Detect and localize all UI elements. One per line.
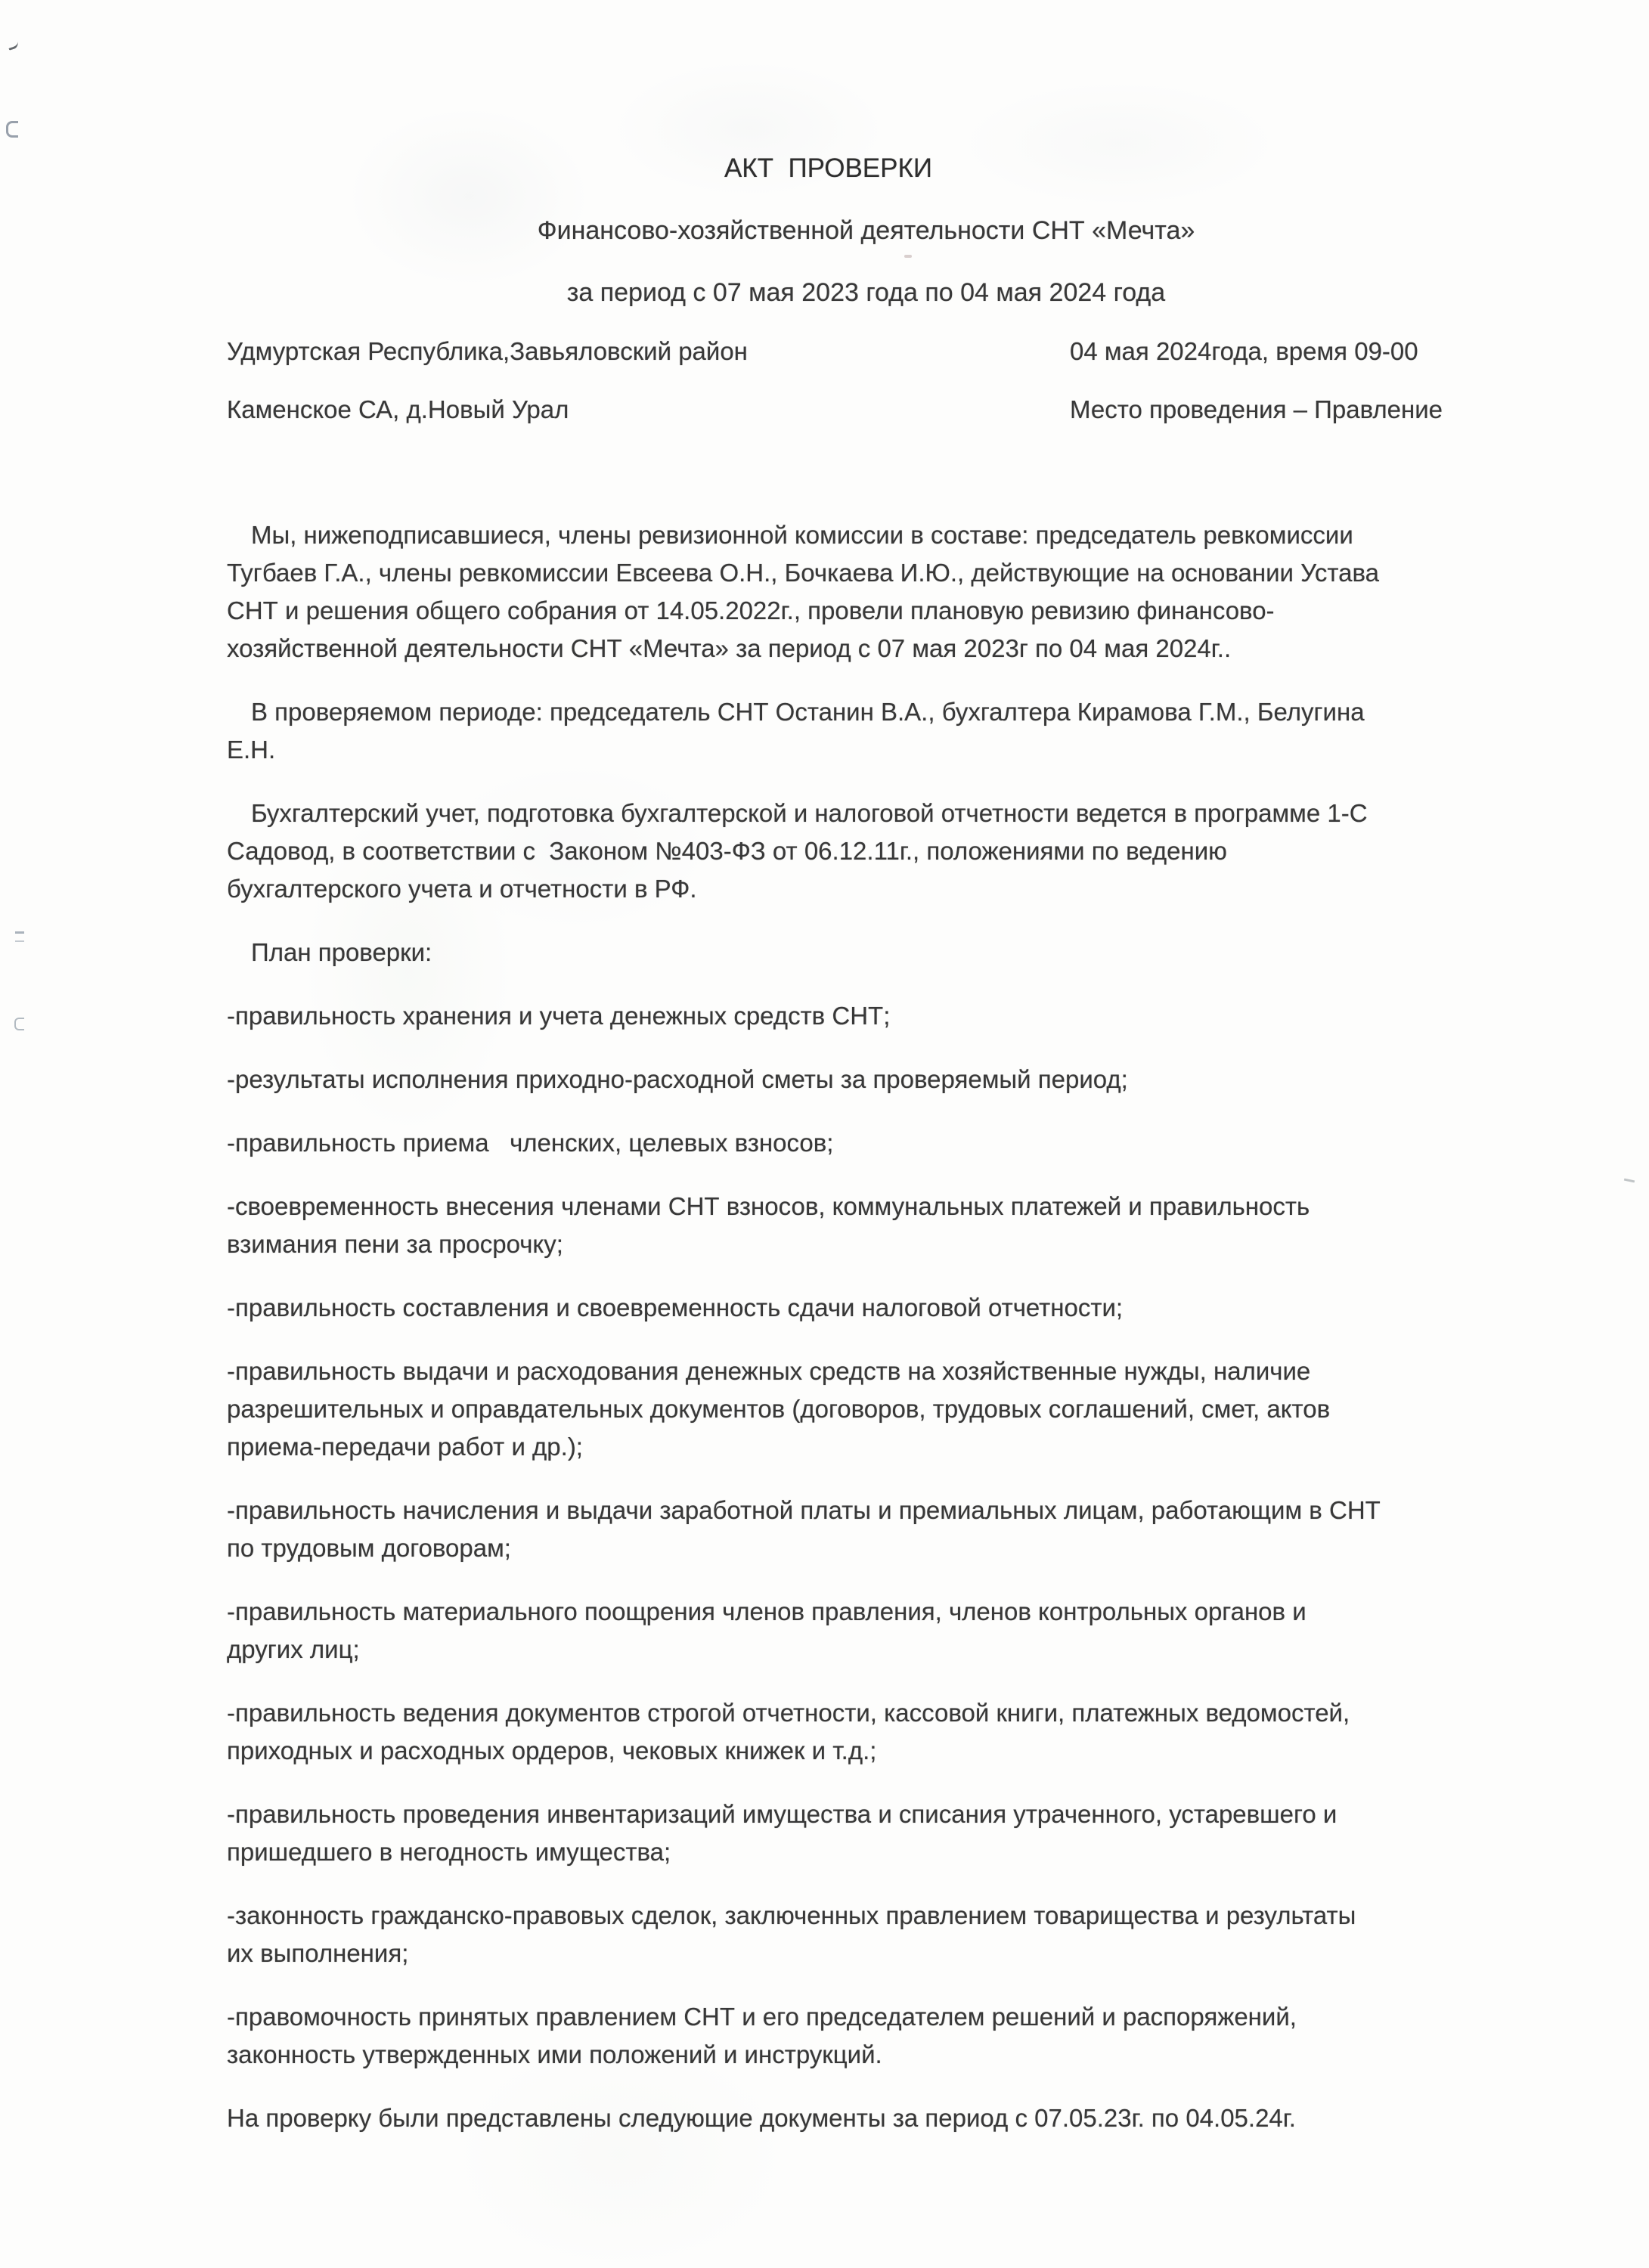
text-line: Е.Н. <box>227 736 276 764</box>
text-line: по трудовым договорам; <box>227 1534 511 1562</box>
scan-artifact <box>6 121 18 138</box>
paragraph <box>227 1694 1505 1770</box>
text-line: их выполнения; <box>227 1939 409 1967</box>
text-line: -правильность хранения и учета денежных средств СНТ; <box>227 1002 891 1030</box>
text-line: СНТ и решения общего собрания от 14.05.2022г., провели плановую ревизию финансово- <box>227 596 1275 624</box>
text-line: -результаты исполнения приходно-расходной сметы за проверяемый период; <box>227 1065 1128 1093</box>
paragraph <box>227 1796 1505 1871</box>
scan-artifact <box>14 1018 24 1030</box>
scan-artifact <box>904 255 912 258</box>
paragraph <box>227 1352 1505 1466</box>
text-line: приема-передачи работ и др.); <box>227 1433 583 1461</box>
scan-artifact <box>1624 1179 1635 1183</box>
text-line: -правильность составления и своевременность сдачи налоговой отчетности; <box>227 1294 1124 1321</box>
paragraph <box>227 1593 1505 1668</box>
paragraph <box>227 693 1505 769</box>
text-line: -правильность начисления и выдачи заработной платы и премиальных лицам, работающим в СНТ <box>227 1496 1381 1524</box>
paragraph <box>227 795 1505 908</box>
text-line: Тугбаев Г.А., члены ревкомиссии Евсеева О.Н., Бочкаева И.Ю., действующие на основании Устава <box>227 559 1380 587</box>
text-line: -правильность материального поощрения членов правления, членов контрольных органов и <box>227 1597 1306 1625</box>
text-line: Мы, нижеподписавшиеся, члены ревизионной комиссии в составе: председатель ревкомиссии <box>251 521 1353 549</box>
paragraph <box>227 934 1505 971</box>
header-venue: Место проведения – Правление <box>1070 395 1443 423</box>
paragraph <box>227 1492 1505 1567</box>
text-line: -правильность выдачи и расходования денежных средств на хозяйственные нужды, наличие <box>227 1357 1311 1385</box>
text-line: -правильность проведения инвентаризаций имущества и списания утраченного, устаревшего и <box>227 1800 1337 1828</box>
header-row <box>227 391 1505 429</box>
text-line: -правомочность принятых правлением СНТ и его председателем решений и распоряжений, <box>227 2003 1297 2031</box>
text-line: -правильность ведения документов строгой отчетности, кассовой книги, платежных ведомостей, <box>227 1699 1350 1727</box>
text-line: законность утвержденных ими положений и инструкций. <box>227 2040 882 2068</box>
text-line: приходных и расходных ордеров, чековых книжек и т.д.; <box>227 1737 877 1765</box>
document-header-block <box>227 333 1505 429</box>
text-line: других лиц; <box>227 1635 360 1663</box>
text-line: -законность гражданско-правовых сделок, заключенных правлением товарищества и результаты <box>227 1901 1356 1929</box>
text-line: Садовод, в соответствии с Законом №403-ФЗ от 06.12.11г., положениями по ведению <box>227 837 1227 865</box>
text-line: -своевременность внесения членами СНТ взносов, коммунальных платежей и правильность <box>227 1192 1310 1220</box>
paragraph <box>227 2099 1505 2137</box>
scan-artifact <box>15 931 24 942</box>
document-subtitle: Финансово-хозяйственной деятельности СНТ «Мечта» <box>537 216 1195 245</box>
scan-artifact <box>6 38 19 51</box>
header-datetime: 04 мая 2024года, время 09-00 <box>1070 337 1418 365</box>
paragraph <box>227 1061 1505 1098</box>
text-line: На проверку были представлены следующие документы за период с 07.05.23г. по 04.05.24г. <box>227 2104 1296 2132</box>
text-line: бухгалтерского учета и отчетности в РФ. <box>227 875 697 903</box>
header-place-line-1: Удмуртская Республика,Завьяловский район <box>227 337 748 365</box>
paragraph <box>227 516 1505 668</box>
header-row <box>227 333 1505 370</box>
text-line: разрешительных и оправдательных документов (договоров, трудовых соглашений, смет, актов <box>227 1395 1331 1423</box>
text-line: Бухгалтерский учет, подготовка бухгалтерской и налоговой отчетности ведется в программе 1-С <box>251 799 1368 827</box>
paragraph <box>227 1289 1505 1327</box>
text-line: -правильность приема членских, целевых взносов; <box>227 1129 834 1157</box>
paragraph <box>227 1897 1505 1972</box>
text-line: хозяйственной деятельности СНТ «Мечта» за период с 07 мая 2023г по 04 мая 2024г.. <box>227 634 1232 662</box>
paragraph <box>227 997 1505 1035</box>
header-place-line-2: Каменское СА, д.Новый Урал <box>227 395 569 423</box>
document-period-line: за период с 07 мая 2023 года по 04 мая 2024 года <box>566 278 1166 307</box>
text-line: План проверки: <box>251 938 432 966</box>
paragraph <box>227 1998 1505 2074</box>
paragraphs <box>227 516 1505 2137</box>
paragraph <box>227 1124 1505 1162</box>
paragraph <box>227 1188 1505 1263</box>
text-line: пришедшего в негодность имущества; <box>227 1838 671 1866</box>
text-line: В проверяемом периоде: председатель СНТ Останин В.А., бухгалтера Кирамова Г.М., Белугина <box>251 698 1365 726</box>
text-line: взимания пени за просрочку; <box>227 1230 563 1258</box>
document-title: АКТ ПРОВЕРКИ <box>724 153 933 183</box>
